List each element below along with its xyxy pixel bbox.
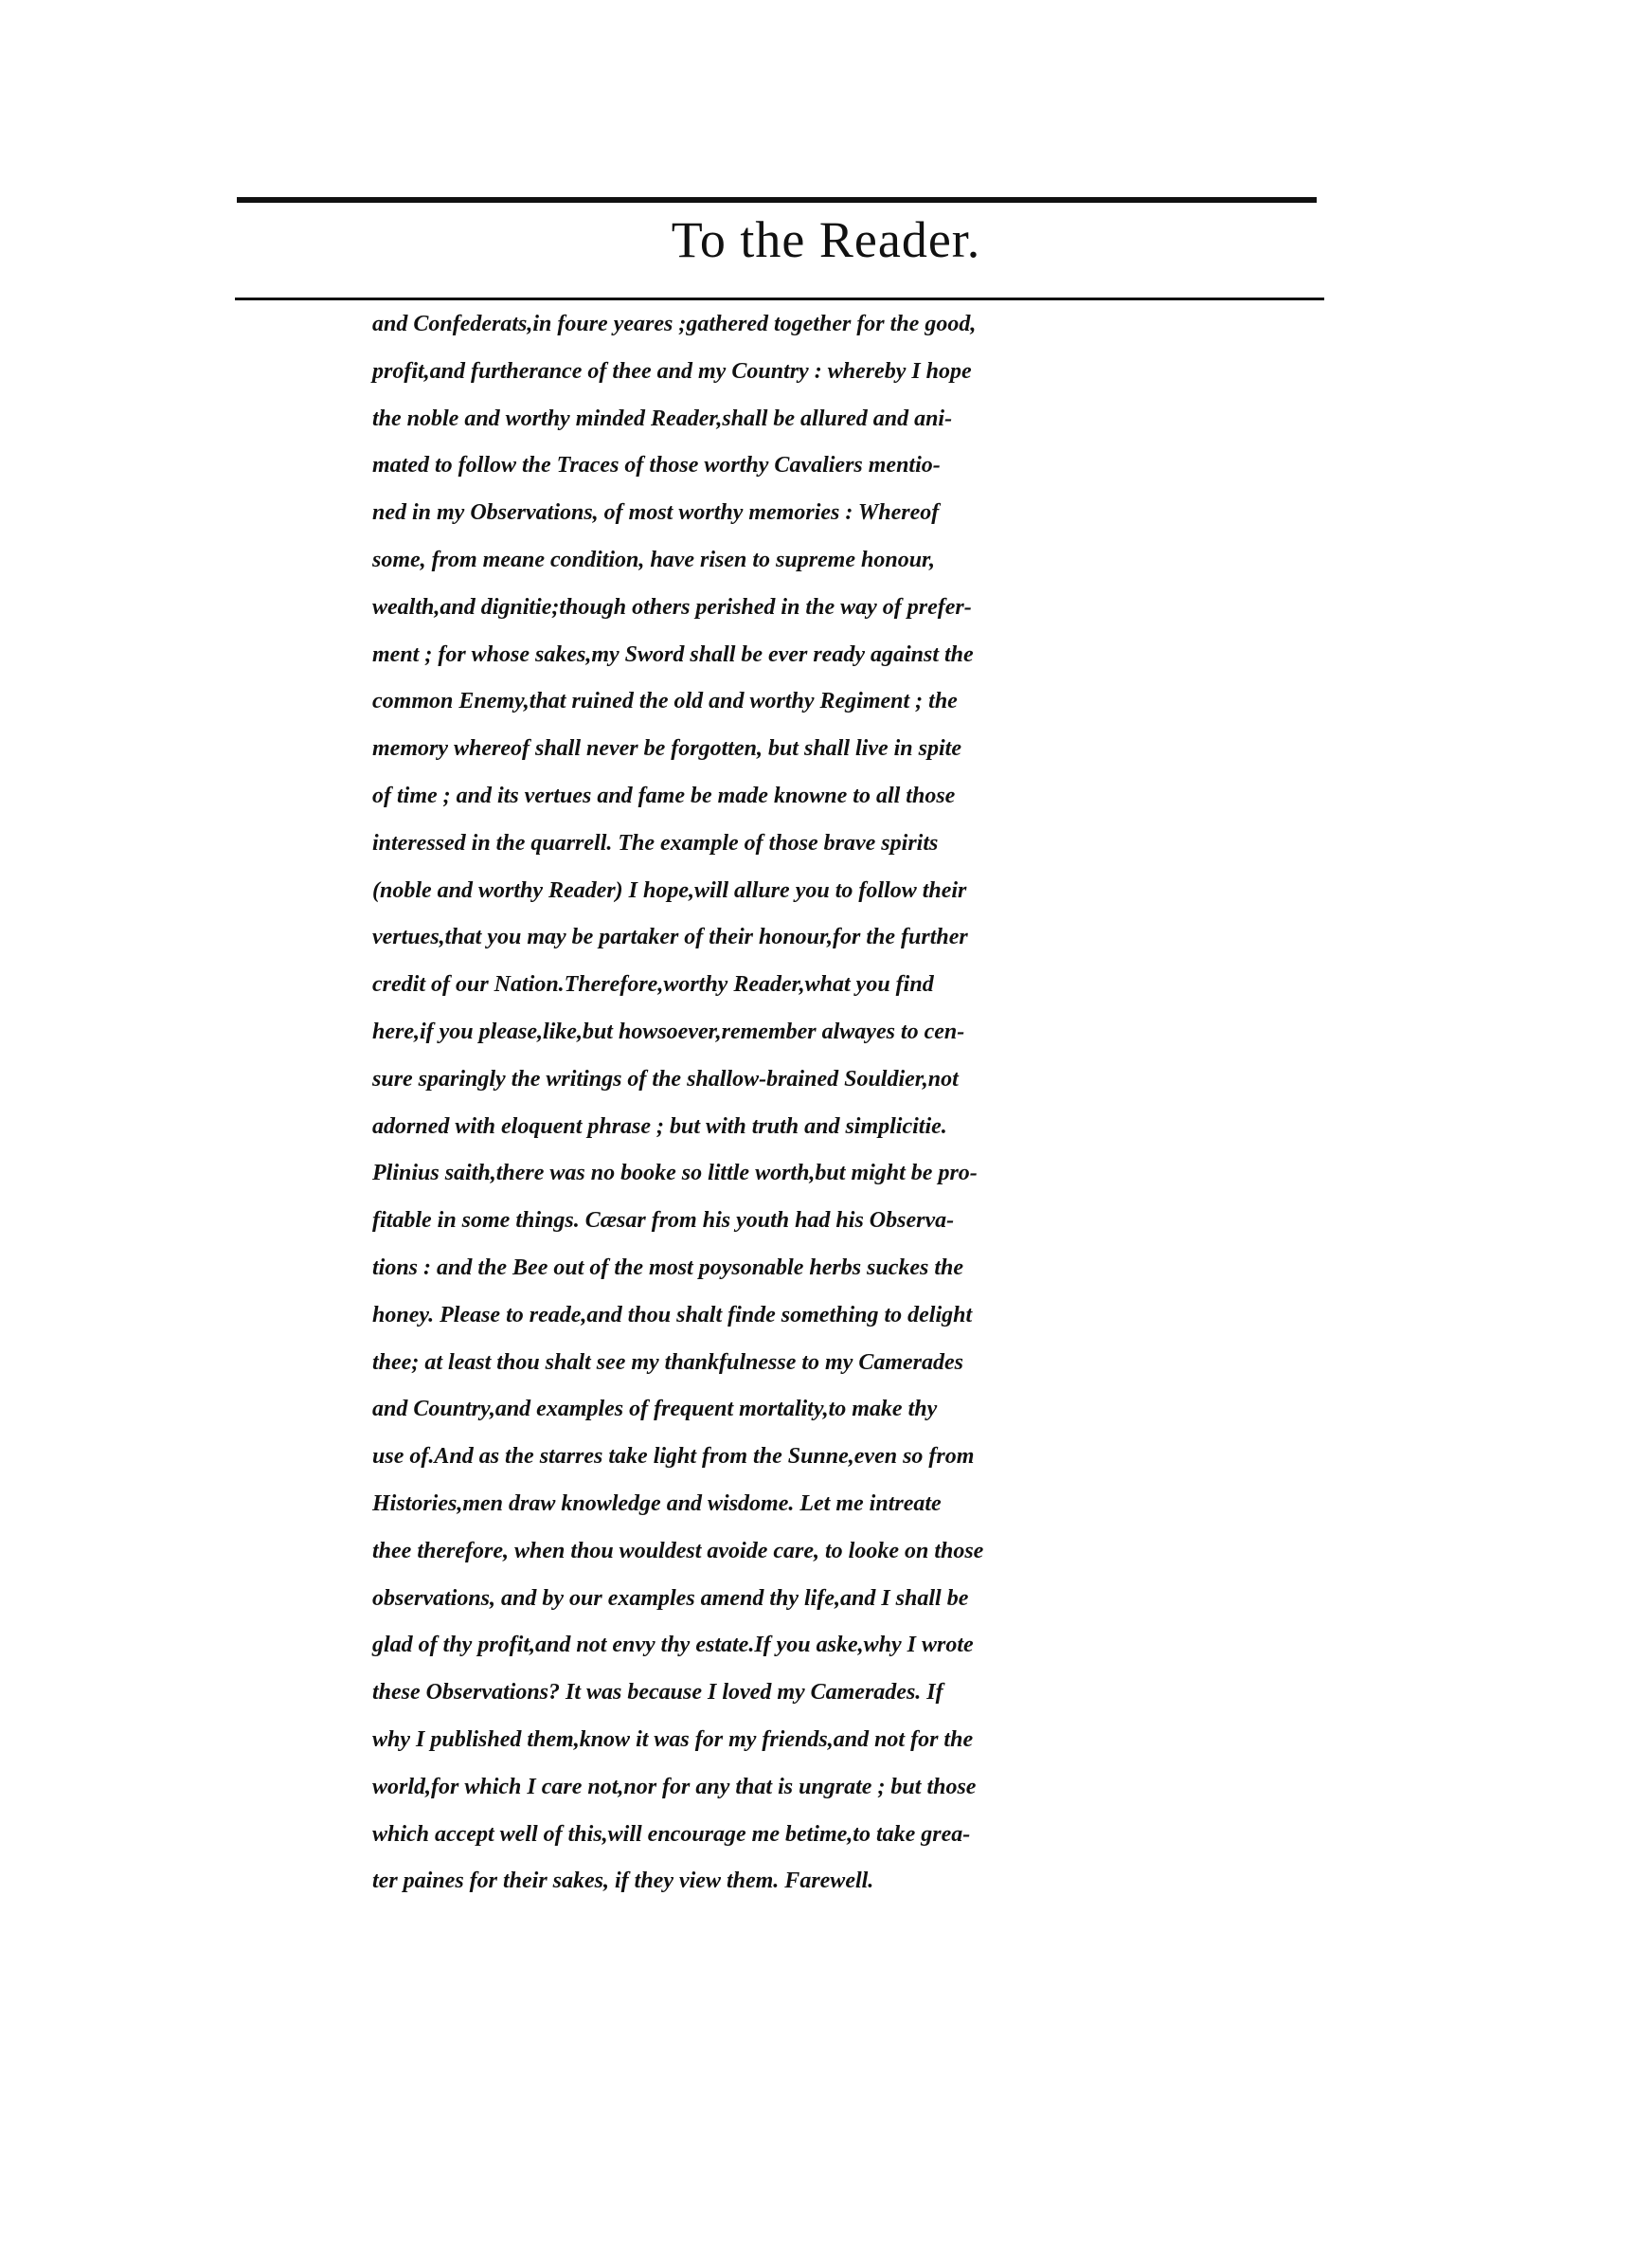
- text-line: memory whereof shall never be forgotten, but shall live in spite: [372, 736, 961, 762]
- text-line: of time ; and its vertues and fame be made knowne to all those: [372, 783, 956, 808]
- text-line: (noble and worthy Reader) I hope,will allure you to follow their: [372, 877, 967, 903]
- text-line: mated to follow the Traces of those worthy Cavaliers mentio-: [372, 453, 941, 478]
- header-rule-top: [237, 197, 1317, 203]
- text-line: thee therefore, when thou wouldest avoide care, to looke on those: [372, 1538, 984, 1563]
- text-line: wealth,and dignitie;though others perished in the way of prefer-: [372, 594, 972, 620]
- text-line: profit,and furtherance of thee and my Country : whereby I hope: [372, 358, 972, 384]
- text-line: credit of our Nation.Therefore,worthy Reader,what you find: [372, 972, 934, 998]
- text-line: some, from meane condition, have risen to supreme honour,: [372, 547, 936, 572]
- text-line: adorned with eloquent phrase ; but with truth and simplicitie.: [372, 1113, 947, 1139]
- text-line: sure sparingly the writings of the shallow-brained Souldier,not: [372, 1066, 959, 1092]
- text-line: glad of thy profit,and not envy thy estate.If you aske,why I wrote: [372, 1633, 974, 1658]
- text-line: tions : and the Bee out of the most poysonable herbs suckes the: [372, 1255, 964, 1280]
- text-line: and Confederats,in foure yeares ;gathered together for the good,: [372, 312, 977, 336]
- header-rule-bottom: [235, 298, 1324, 300]
- text-line: ment ; for whose sakes,my Sword shall be ever ready against the: [372, 641, 974, 667]
- text-line: the noble and worthy minded Reader,shall be allured and ani-: [372, 406, 953, 431]
- text-line: these Observations? It was because I loved my Camerades. If: [372, 1680, 943, 1706]
- text-line: vertues,that you may be partaker of their honour,for the further: [372, 925, 968, 950]
- text-line: world,for which I care not,nor for any that is ungrate ; but those: [372, 1774, 977, 1799]
- text-line: fitable in some things. Cæsar from his youth had his Observa-: [372, 1208, 955, 1234]
- text-line: ter paines for their sakes, if they view them. Farewell.: [372, 1869, 874, 1894]
- text-line: observations, and by our examples amend thy life,and I shall be: [372, 1585, 969, 1611]
- text-line: common Enemy,that ruined the old and worthy Regiment ; the: [372, 689, 958, 714]
- text-line: which accept well of this,will encourage me betime,to take grea-: [372, 1821, 971, 1847]
- text-line: thee; at least thou shalt see my thankfulnesse to my Camerades: [372, 1349, 964, 1375]
- text-line: use of.And as the starres take light from the Sunne,even so from: [372, 1444, 975, 1470]
- body-text: [372, 301, 1367, 1905]
- text-line: why I published them,know it was for my friends,and not for the: [372, 1726, 974, 1752]
- text-line: Histories,men draw knowledge and wisdome. Let me intreate: [372, 1490, 942, 1516]
- text-line: ned in my Observations, of most worthy memories : Whereof: [372, 500, 940, 526]
- text-line: Plinius saith,there was no booke so little worth,but might be pro-: [372, 1161, 978, 1186]
- text-line: here,if you please,like,but howsoever,remember alwayes to cen-: [372, 1019, 965, 1044]
- text-line: interessed in the quarrell. The example of those brave spirits: [372, 830, 939, 856]
- page-header-title: To the Reader.: [671, 211, 981, 268]
- text-line: honey. Please to reade,and thou shalt finde something to delight: [372, 1302, 973, 1327]
- text-line: and Country,and examples of frequent mortality,to make thy: [372, 1397, 938, 1422]
